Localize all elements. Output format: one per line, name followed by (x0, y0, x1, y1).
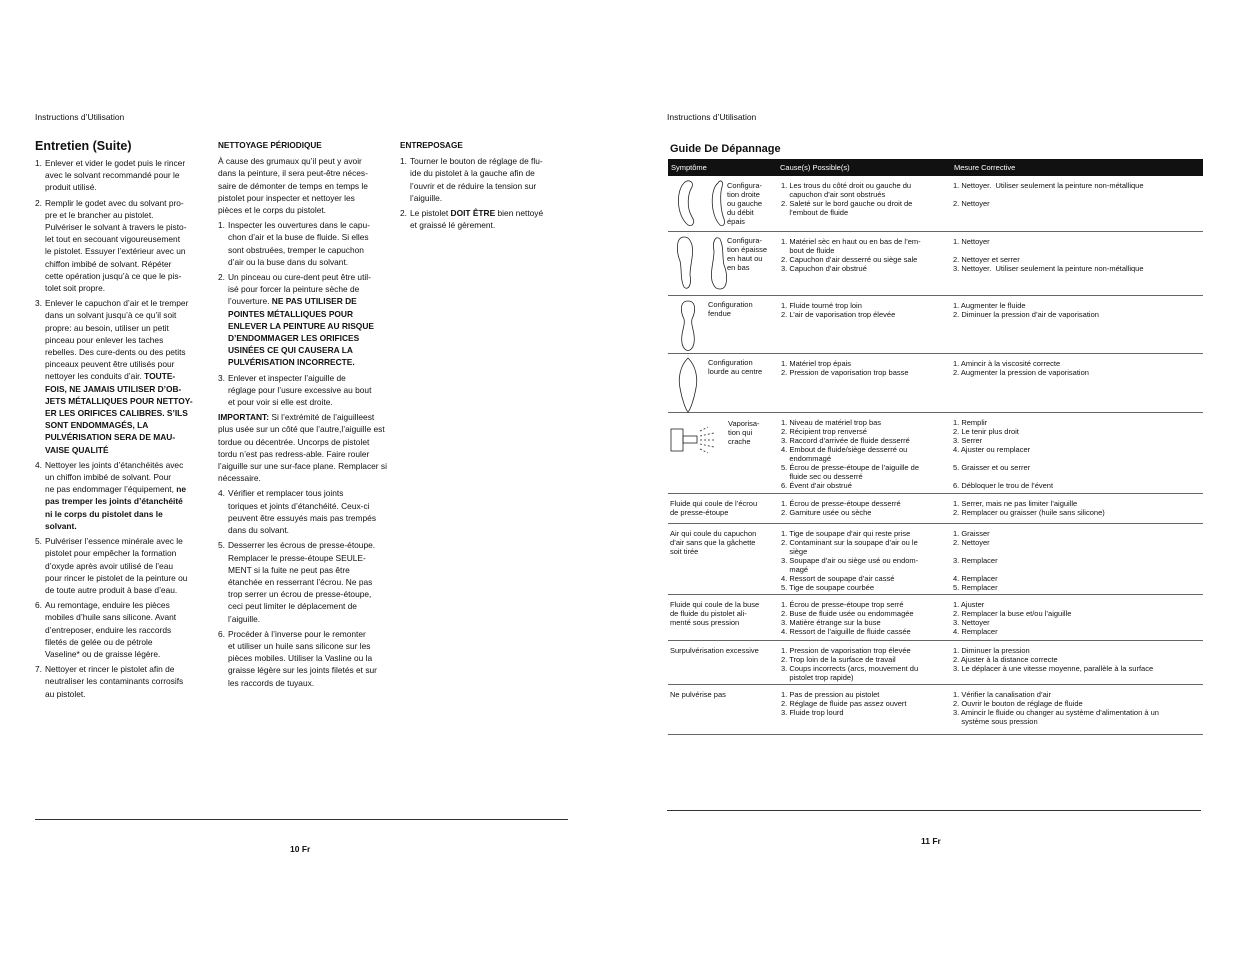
symptom-cell (670, 600, 759, 627)
periodic-cleaning-intro (218, 155, 388, 216)
cause-line: 4. Embout de fluide/siège desserré ou (781, 445, 908, 454)
text-line: Desserrer les écrous de presse-étoupe. (228, 540, 376, 551)
cause-line: 1. Écrou de presse-étoupe trop serré (781, 600, 904, 609)
item-number: 2. (35, 197, 42, 208)
important-note: IMPORTANT: Si l’extrémité de l’aiguilleest plus usée sur un côté que l’autre,l’aiguille est tordue ou décentrée. Uncorps de pistolet tordu n’est pas redress-able. Faire rouler l’aiguille sur une sur-face plane. Remplacer si nécessaire. (218, 412, 387, 484)
text-line: graisse légère sur les joints filetés et sur (228, 665, 377, 676)
text-line: PULVÉRISATION INCORRECTE. (228, 357, 355, 368)
text-line: peuvent être essuyés mais pas trempés (228, 512, 377, 523)
text-line: sont obstruées, tremper le capuchon (228, 244, 364, 255)
cause-line: l’embout de fluide (781, 208, 849, 217)
text-line: dans la peinture, il sera peut-être néces- (218, 168, 368, 179)
fix-line: 3. Le déplacer à une vitesse moyenne, parallèle à la surface (953, 664, 1154, 673)
symptom-line: en bas (727, 263, 750, 272)
fix-line (953, 246, 1144, 255)
text-line: l’aiguille. (228, 613, 261, 624)
item-number: 4. (35, 459, 42, 470)
symptom-line: épais (727, 217, 745, 226)
fix-line: 2. Le tenir plus droit (953, 427, 1019, 436)
text-line: ne pas endommager l’équipement, ne (45, 484, 187, 495)
symptom-line: de fluide du pistolet ali- (670, 609, 747, 618)
list-item (218, 271, 388, 369)
cause-line: 1. Pas de pression au pistolet (781, 690, 880, 699)
text-line: Procéder à l’inverse pour le remonter (228, 628, 366, 639)
list-item (35, 197, 207, 295)
table-row (668, 232, 1203, 296)
text-line: pre et le brancher au pistolet. (45, 209, 154, 220)
fix-line: 1. Graisser (953, 529, 990, 538)
text-line: de toute autre produit à base d’eau. (45, 584, 178, 595)
symptom-line: de presse-étoupe (670, 508, 729, 517)
column-header-symptom: Symptôme (671, 163, 707, 172)
text-line: nettoyer les conduits d’air. TOUTE- (45, 371, 176, 382)
text-line: l’aiguille. (410, 192, 443, 203)
text-line: Nettoyer et rincer le pistolet afin de (45, 664, 175, 675)
text-line: ide du pistolet à la gauche afin de (410, 168, 535, 179)
cause-line: 1. Tige de soupape d’air qui reste prise (781, 529, 911, 538)
fix-line: 3. Remplacer (953, 556, 998, 565)
causes-cell (781, 529, 918, 592)
cause-line: 3. Raccord d’arrivée de fluide desserré (781, 436, 910, 445)
causes-cell (781, 499, 901, 517)
text-line: et utiliser un huile sans silicone sur les (228, 640, 371, 651)
text-line: pinceau pour enlever les taches (45, 334, 164, 345)
text-line: réglage pour l’usure excessive au bout (228, 384, 372, 395)
text-line: pièces mobiles. Utiliser la Vasline ou la (228, 653, 373, 664)
text-line: Enlever et inspecter l’aiguille de (228, 372, 346, 383)
fix-line: 6. Débloquer le trou de l’évent (953, 481, 1054, 490)
cause-line: 5. Écrou de presse-étoupe de l’aiguille de (781, 463, 920, 472)
list-item (35, 459, 207, 532)
cause-line: magé (781, 565, 809, 574)
split-pattern-icon (676, 299, 700, 355)
fix-line: 2. Nettoyer (953, 199, 990, 208)
cause-line: fluide sec ou desserré (781, 472, 863, 481)
text-line: JETS MÉTALLIQUES POUR NETTOY- (45, 395, 193, 406)
list-item (35, 157, 207, 194)
item-number: 1. (218, 220, 225, 231)
fix-line: 5. Graisser et ou serrer (953, 463, 1031, 472)
symptom-line: Fluide qui coule de la buse (670, 600, 760, 609)
text-line: Le pistolet DOIT ÊTRE bien nettoyé (410, 208, 544, 219)
text-line: et pour voir si elle est droite. (228, 397, 333, 408)
fixes-cell (953, 301, 1099, 319)
causes-cell (781, 690, 907, 717)
fix-line: 4. Remplacer (953, 627, 998, 636)
text-line: l’ouverture. NE PAS UTILISER DE (228, 296, 357, 307)
cause-line: 4. Ressort de l’aiguille de fluide cassée (781, 627, 911, 636)
causes-cell (781, 301, 895, 319)
text-line: saire de démonter de temps en temps le (218, 180, 368, 191)
fix-line: 2. Remplacer ou graisser (huile sans silicone) (953, 508, 1105, 517)
text-line: rebelles. Des cure-dents ou des petits (45, 347, 186, 358)
symptom-line: d’air sans que la gâchette (670, 538, 756, 547)
left-page-title: Entretien (Suite) (35, 139, 132, 153)
cause-line: 2. Réglage de fluide pas assez ouvert (781, 699, 907, 708)
text-line: let tout en secouant vigoureusement (45, 234, 181, 245)
cause-line: 4. Ressort de soupape d’air cassé (781, 574, 895, 583)
text-line: ENLEVER LA PEINTURE AU RISQUE (228, 320, 374, 331)
storage-steps (400, 155, 565, 231)
table-row (668, 176, 1203, 232)
symptom-line: tion épaisse (727, 245, 768, 254)
text-line: les raccords de tuyaux. (228, 677, 315, 688)
fix-line: 1. Nettoyer (953, 237, 990, 246)
text-line: Nettoyer les joints d’étanchéités avec (45, 459, 184, 470)
text-line: pas tremper les joints d’étanchéité (45, 496, 183, 507)
symptom-line: Vaporisa- (728, 419, 760, 428)
text-line: l’ouvrir et de réduire la tension sur (410, 180, 537, 191)
list-item (35, 663, 207, 700)
cause-line: 1. Écrou de presse-étoupe desserré (781, 499, 901, 508)
text-line: trop serrer un écrou de presse-étoupe, (228, 589, 372, 600)
item-number: 2. (400, 208, 407, 219)
text-line: Vaseline* ou de graisse légère. (45, 648, 161, 659)
text-line: Tourner le bouton de réglage de flu- (410, 156, 543, 167)
symptom-line: soit tirée (670, 547, 699, 556)
fix-line (953, 565, 998, 574)
text-line: pistolet pour inspecter et nettoyer les (218, 192, 355, 203)
symptom-line: du débit (727, 208, 754, 217)
cause-line: 3. Capuchon d’air obstrué (781, 264, 867, 273)
symptom-line: ou gauche (727, 199, 763, 208)
text-line: D’ENDOMMAGER LES ORIFICES (228, 333, 360, 344)
table-row (668, 494, 1203, 524)
text-line: pinceaux peuvent être utilisés pour (45, 359, 175, 370)
text-line: dans du solvant. (228, 525, 289, 536)
text-line: toriques et joints d’étanchéité. Ceux-ci (228, 500, 370, 511)
fixes-cell (953, 529, 998, 592)
symptom-cell (727, 236, 767, 272)
fixes-cell (953, 499, 1105, 517)
symptom-line: Configura- (727, 236, 763, 245)
text-line: un chiffon imbibé de solvant. Pour (45, 472, 172, 483)
symptom-line: Configuration (708, 300, 753, 309)
text-line: dans un solvant jusqu’à ce qu’il soit (45, 310, 177, 321)
right-footer-rule (667, 810, 1201, 811)
left-page-number: 10 Fr (290, 844, 311, 854)
table-row (668, 641, 1203, 685)
item-number: 3. (35, 298, 42, 309)
causes-cell (781, 359, 909, 377)
fix-line: 2. Nettoyer (953, 538, 990, 547)
fix-line: 3. Nettoyer (953, 618, 990, 627)
fix-line: système sous pression (953, 717, 1038, 726)
item-number: 3. (218, 372, 225, 383)
text-line: Un pinceau ou cure-dent peut être util- (228, 272, 371, 283)
text-line: MENT si la fuite ne peut pas être (228, 564, 350, 575)
periodic-cleaning-steps-continued (218, 487, 388, 688)
text-line: étanchée en resserrant l’écrou. Ne pas (228, 576, 373, 587)
table-row (668, 296, 1203, 354)
causes-cell (781, 646, 918, 682)
text-line: Pulvériser le solvant à travers le pisto- (45, 222, 187, 233)
causes-cell (781, 237, 921, 273)
cause-line: 2. Capuchon d’air desserré ou siège sale (781, 255, 918, 264)
text-line: ER LES ORIFICES CALIBRES. S’ILS (45, 408, 188, 419)
symptom-cell (670, 529, 756, 556)
item-number: 5. (218, 540, 225, 551)
periodic-cleaning-heading: NETTOYAGE PÉRIODIQUE (218, 141, 322, 150)
fix-line: 2. Ouvrir le bouton de réglage de fluide (953, 699, 1083, 708)
causes-cell (781, 418, 919, 490)
heavy-center-pattern-icon (676, 356, 700, 414)
fix-line: 1. Vérifier la canalisation d’air (953, 690, 1051, 699)
cause-line: 1. Fluide tourné trop loin (781, 301, 862, 310)
text-line: solvant. (45, 520, 77, 531)
cause-line: 2. Trop loin de la surface de travail (781, 655, 896, 664)
spitting-spray-icon (670, 423, 732, 463)
list-item (400, 207, 565, 231)
fix-line: 1. Serrer, mais ne pas limiter l’aiguille (953, 499, 1078, 508)
text-line: avec le solvant recommandé pour le (45, 170, 180, 181)
fixes-cell (953, 181, 1144, 208)
text-line: Remplir le godet avec du solvant pro- (45, 197, 184, 208)
text-line: POINTES MÉTALLIQUES POUR (228, 308, 354, 319)
column-header-fixes: Mesure Corrective (954, 163, 1016, 172)
cause-line: 2. Buse de fluide usée ou endommagée (781, 609, 914, 618)
cause-line: 2. Contaminant sur la soupape d’air ou le (781, 538, 918, 547)
text-line: Remplacer le presse-étoupe SEULE- (228, 552, 366, 563)
fix-line (953, 547, 998, 556)
fix-line: 2. Diminuer la pression d’air de vaporisation (953, 310, 1099, 319)
text-line: FOIS, NE JAMAIS UTILISER D’OB- (45, 383, 182, 394)
text-line: SONT ENDOMMAGÉS, LA (45, 420, 149, 431)
periodic-cleaning-steps (218, 219, 388, 408)
fix-line: 3. Nettoyer. Utiliser seulement la peinture non-métallique (953, 264, 1144, 273)
text-line: Pulvériser l’essence minérale avec le (45, 536, 183, 547)
cause-line: endommagé (781, 454, 832, 463)
fixes-cell (953, 690, 1159, 726)
cause-line: 1. Matériel sèc en haut ou en bas de l’em- (781, 237, 921, 246)
text-line: pistolet pour empêcher la formation (45, 548, 177, 559)
item-number: 5. (35, 536, 42, 547)
fixes-cell (953, 646, 1153, 673)
right-page-title: Guide De Dépannage (670, 143, 781, 155)
cause-line: 5. Tige de soupape courbée (781, 583, 874, 592)
text-line: PULVÉRISATION SERA DE MAU- (45, 432, 176, 443)
cause-line: 1. Pression de vaporisation trop élevée (781, 646, 911, 655)
symptom-line: Air qui coule du capuchon (670, 529, 757, 538)
cause-line: 2. Garniture usée ou sèche (781, 508, 872, 517)
left-footer-rule (35, 819, 568, 820)
text-line: d’oxyde après avoir utilisé de l’eau (45, 560, 174, 571)
column-header-causes: Cause(s) Possible(s) (780, 163, 850, 172)
text-line: ceci peut limiter le déplacement de (228, 601, 357, 612)
symptom-line: lourde au centre (708, 367, 763, 376)
symptom-cell (727, 181, 762, 226)
fixes-cell (953, 600, 1071, 636)
fix-line: 1. Amincir à la viscosité correcte (953, 359, 1061, 368)
text-line: Inspecter les ouvertures dans le capu- (228, 220, 370, 231)
cause-line: 2. Saleté sur le bord gauche ou droit de (781, 199, 913, 208)
item-number: 1. (35, 158, 42, 168)
fix-line: 1. Remplir (953, 418, 988, 427)
list-item (218, 219, 388, 268)
fix-line: 1. Nettoyer. Utiliser seulement la peinture non-métallique (953, 181, 1144, 190)
text-line: À cause des grumaux qu’il peut y avoir (218, 156, 362, 167)
right-page-number: 11 Fr (921, 836, 941, 846)
item-number: 2. (218, 272, 225, 283)
table-row (668, 595, 1203, 641)
text-line: VAISE QUALITÉ (45, 444, 109, 455)
top-heavy-pattern-icon (674, 235, 734, 293)
text-line: Au remontage, enduire les pièces (45, 600, 170, 611)
text-line: produit utilisé. (45, 182, 97, 193)
text-line: d’entreposer, enduire les raccords (45, 624, 172, 635)
causes-cell (781, 181, 912, 217)
item-number: 6. (35, 600, 42, 611)
cause-line: 1. Matériel trop épais (781, 359, 852, 368)
cause-line: 2. Pression de vaporisation trop basse (781, 368, 909, 377)
table-row (668, 354, 1203, 413)
text-line: Enlever le capuchon d’air et le tremper (45, 298, 189, 309)
item-number: 4. (218, 488, 225, 499)
symptom-line: en haut ou (727, 254, 763, 263)
text-line: tolet soit propre. (45, 283, 106, 294)
table-row (668, 524, 1203, 595)
text-line: Vérifier et remplacer tous joints (228, 488, 344, 499)
fix-line: 2. Ajuster à la distance correcte (953, 655, 1058, 664)
symptom-line: tion qui (728, 428, 753, 437)
symptom-line: Ne pulvérise pas (670, 690, 726, 699)
text-line: d’air ou la buse dans du solvant. (228, 256, 349, 267)
text-line: USINÉES CE QUI CAUSERA LA (228, 345, 353, 356)
symptom-line: Configuration (708, 358, 753, 367)
table-row (668, 685, 1203, 735)
fix-line: 4. Remplacer (953, 574, 998, 583)
troubleshooting-table-header (668, 159, 1203, 176)
symptom-line: Configura- (727, 181, 763, 190)
causes-cell (781, 600, 914, 636)
text-line: isé pour forcer la peinture sèche de (228, 284, 360, 295)
left-page-header: Instructions d’Utilisation (35, 112, 125, 122)
item-number: 1. (400, 156, 407, 167)
text-line: ni le corps du pistolet dans le (45, 508, 163, 519)
cause-line: 3. Matière étrange sur la buse (781, 618, 881, 627)
text-line: mobiles d’huile sans silicone. Avant (45, 612, 177, 623)
list-item (35, 599, 207, 660)
cause-line: 2. Récipient trop renversé (781, 427, 867, 436)
text-line: filetés de gelée ou de pétrole (45, 636, 153, 647)
fix-line (953, 472, 1053, 481)
symptom-line: Fluide qui coule de l’écrou (670, 499, 758, 508)
fixes-cell (953, 359, 1089, 377)
symptom-cell (728, 419, 760, 446)
text-line: cette opération jusqu’à ce que le pis- (45, 270, 182, 281)
text-line: pour rincer le pistolet de la peinture ou (45, 572, 188, 583)
symptom-cell (670, 499, 757, 517)
fix-line: 4. Ajuster ou remplacer (953, 445, 1031, 454)
symptom-line: menté sous pression (670, 618, 740, 627)
fix-line: 2. Remplacer la buse et/ou l’aiguille (953, 609, 1072, 618)
table-row (668, 413, 1203, 494)
cause-line: siège (781, 547, 808, 556)
text-line: propre: au besoin, utiliser un petit (45, 322, 169, 333)
symptom-cell (670, 646, 759, 655)
fixes-cell (953, 237, 1144, 273)
text-line: chon d’air et la buse de fluide. Si elles (228, 232, 369, 243)
storage-heading: ENTREPOSAGE (400, 141, 463, 150)
cause-line: capuchon d’air sont obstrués (781, 190, 886, 199)
cause-line: 1. Les trous du côté droit ou gauche du (781, 181, 912, 190)
fix-line: 1. Ajuster (953, 600, 985, 609)
fix-line: 3. Serrer (953, 436, 983, 445)
storage-column (400, 140, 565, 234)
cause-line: 6. Évent d’air obstrué (781, 481, 852, 490)
symptom-cell (708, 300, 753, 318)
fix-line: 1. Diminuer la pression (953, 646, 1030, 655)
cause-line: 3. Soupape d’air ou siège usé ou endom- (781, 556, 919, 565)
cause-line: 3. Fluide trop lourd (781, 708, 844, 717)
fix-line: 5. Remplacer (953, 583, 998, 592)
fix-line: 3. Amincir le fluide ou changer au système d’alimentation à un (953, 708, 1159, 717)
text-line: pièces et le corps du pistolet. (218, 205, 327, 216)
fixes-cell (953, 418, 1053, 490)
symptom-cell (670, 690, 726, 699)
list-item (35, 297, 207, 456)
symptom-line: crache (728, 437, 751, 446)
cause-line: 3. Coups incorrects (arcs, mouvement du (781, 664, 919, 673)
list-item (218, 372, 388, 409)
item-number: 6. (218, 628, 225, 639)
text-line: le pistolet. Essuyer l’extérieur avec un (45, 246, 186, 257)
symptom-line: Surpulvérisation excessive (670, 646, 759, 655)
symptom-line: fendue (708, 309, 731, 318)
right-page-header: Instructions d’Utilisation (667, 112, 757, 122)
text-line: chiffon imbibé de solvant. Répéter (45, 258, 172, 269)
cause-line: 2. L’air de vaporisation trop élevée (781, 310, 896, 319)
cause-line: 1. Niveau de matériel trop bas (781, 418, 882, 427)
list-item (218, 487, 388, 536)
item-number: 7. (35, 664, 42, 675)
symptom-line: tion droite (727, 190, 760, 199)
crescent-pattern-icon (674, 179, 734, 231)
maintenance-steps-column (35, 157, 207, 703)
cause-line: pistolet trop rapide) (781, 673, 854, 682)
fix-line (953, 190, 1144, 199)
fix-line: 2. Nettoyer et serrer (953, 255, 1020, 264)
text-line: neutraliser les contaminants corrosifs (45, 676, 184, 687)
list-item (218, 539, 388, 624)
symptom-cell (708, 358, 762, 376)
list-item (35, 535, 207, 596)
fix-line: 2. Augmenter la pression de vaporisation (953, 368, 1089, 377)
text-line: Enlever et vider le godet puis le rincer (45, 158, 186, 168)
text-line: au pistolet. (45, 688, 86, 699)
text-line: et graissé lé gèrement. (410, 220, 496, 231)
fix-line (953, 454, 1053, 463)
cause-line: bout de fluide (781, 246, 835, 255)
fix-line: 1. Augmenter le fluide (953, 301, 1026, 310)
periodic-cleaning-column (218, 140, 388, 692)
list-item (400, 155, 565, 204)
list-item (218, 628, 388, 689)
